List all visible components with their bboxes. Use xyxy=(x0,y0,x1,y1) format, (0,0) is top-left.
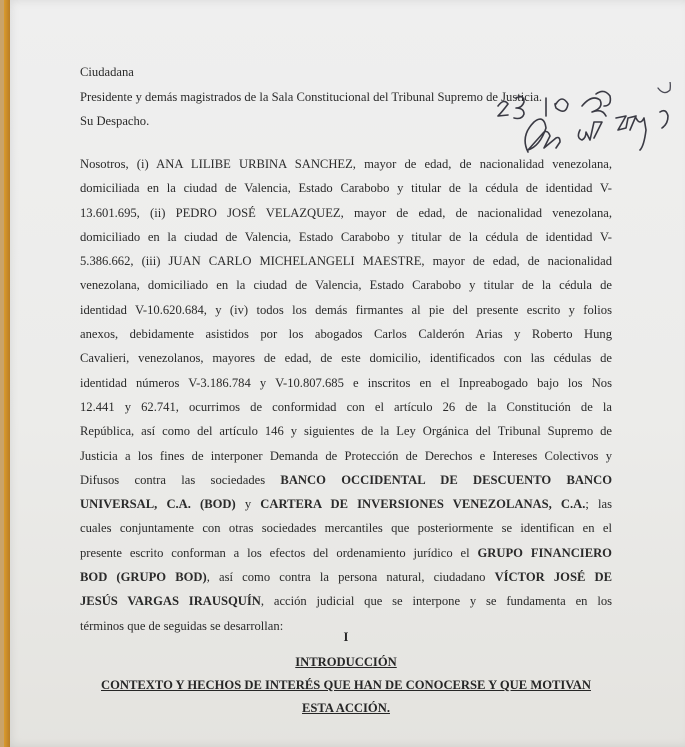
paper-edge xyxy=(4,0,10,747)
section-subtitle: ESTA ACCIÓN. xyxy=(302,701,390,715)
body-text-segment: ; las xyxy=(585,497,613,512)
salutation-recipient: Ciudadana xyxy=(80,65,134,79)
body-line: términos que de seguidas se desarrollan: xyxy=(80,618,284,633)
body-line: domiciliado en la ciudad de Valencia, Estado Carabobo y titular de la cédula de identidad V- xyxy=(80,229,612,244)
body-line: cuales conjuntamente con otras sociedades mercantiles que posteriormente se identifican en el xyxy=(80,521,612,536)
company-name: UNIVERSAL, C.A. (BOD) xyxy=(80,497,236,512)
body-line xyxy=(80,565,612,589)
body-text-segment: , así como contra la persona natural, ciudadano xyxy=(206,570,495,585)
body-text-segment: Difusos contra las sociedades xyxy=(80,472,281,487)
body-line: identidad números V-3.186.784 y V-10.807.685 e inscritos en el Inpreabogado bajo los Nos xyxy=(80,375,612,390)
body-line: Cavalieri, venezolanos, mayores de edad, de este domicilio, identificados con las cédulas de xyxy=(80,351,612,366)
handwritten-received-stamp xyxy=(484,82,684,172)
company-name: CARTERA DE INVERSIONES VENEZOLANAS, C.A. xyxy=(260,497,586,512)
company-name: BANCO OCCIDENTAL DE DESCUENTO BANCO xyxy=(280,472,612,487)
person-name: VÍCTOR JOSÉ DE xyxy=(494,570,612,585)
body-paragraph xyxy=(80,152,612,638)
person-name: JESÚS VARGAS IRAUSQUÍN xyxy=(80,594,261,609)
body-line: 13.601.695, (ii) PEDRO JOSÉ VELAZQUEZ, mayor de edad, de nacionalidad venezolana, xyxy=(80,205,612,220)
body-text-segment: , acción judicial que se interpone y se fundamenta en los xyxy=(260,594,613,609)
body-line: República, así como del artículo 146 y siguientes de la Ley Orgánica del Tribunal Supremo de xyxy=(80,424,612,439)
body-line: venezolana, domiciliado en la ciudad de Valencia, Estado Carabobo y titular de la cédula de xyxy=(80,278,612,293)
body-line: identidad V-10.620.684, y (iv) todos los demás firmantes al pie del presente escrito y folios xyxy=(80,302,612,317)
document-page xyxy=(4,0,685,747)
body-line: Justicia a los fines de interponer Demanda de Protección de Derechos e Intereses Colectivos y xyxy=(80,448,612,463)
body-line: Nosotros, (i) ANA LILIBE URBINA SANCHEZ, mayor de edad, de nacionalidad venezolana, xyxy=(80,157,612,171)
group-name: GRUPO FINANCIERO xyxy=(477,545,612,560)
body-line: 5.386.662, (iii) JUAN CARLO MICHELANGELI MAESTRE, mayor de edad, de nacionalidad xyxy=(80,254,612,269)
body-line: domiciliada en la ciudad de Valencia, Estado Carabobo y titular de la cédula de identidad V- xyxy=(80,181,612,196)
body-line xyxy=(80,541,612,565)
body-line xyxy=(80,589,612,613)
section-title: INTRODUCCIÓN xyxy=(295,655,397,669)
section-number: I xyxy=(343,630,349,644)
salutation-closing: Su Despacho. xyxy=(80,114,150,128)
body-text-segment: y xyxy=(235,497,261,512)
body-line: 12.441 y 62.741, ocurrimos de conformidad con el artículo 26 de la Constitución de la xyxy=(80,399,612,414)
group-name: BOD (GRUPO BOD) xyxy=(80,570,207,585)
body-line xyxy=(80,468,612,492)
body-line xyxy=(80,492,612,516)
salutation-addressee: Presidente y demás magistrados de la Sala Constitucional del Tribunal Supremo de Justicia. xyxy=(80,89,543,104)
body-line: anexos, debidamente asistidos por los abogados Carlos Calderón Arias y Roberto Hung xyxy=(80,327,612,342)
section-subtitle: CONTEXTO Y HECHOS DE INTERÉS QUE HAN DE CONOCERSE Y QUE MOTIVAN xyxy=(101,678,591,692)
body-text-segment: presente escrito conforman a los efectos del ordenamiento jurídico el xyxy=(80,545,478,560)
